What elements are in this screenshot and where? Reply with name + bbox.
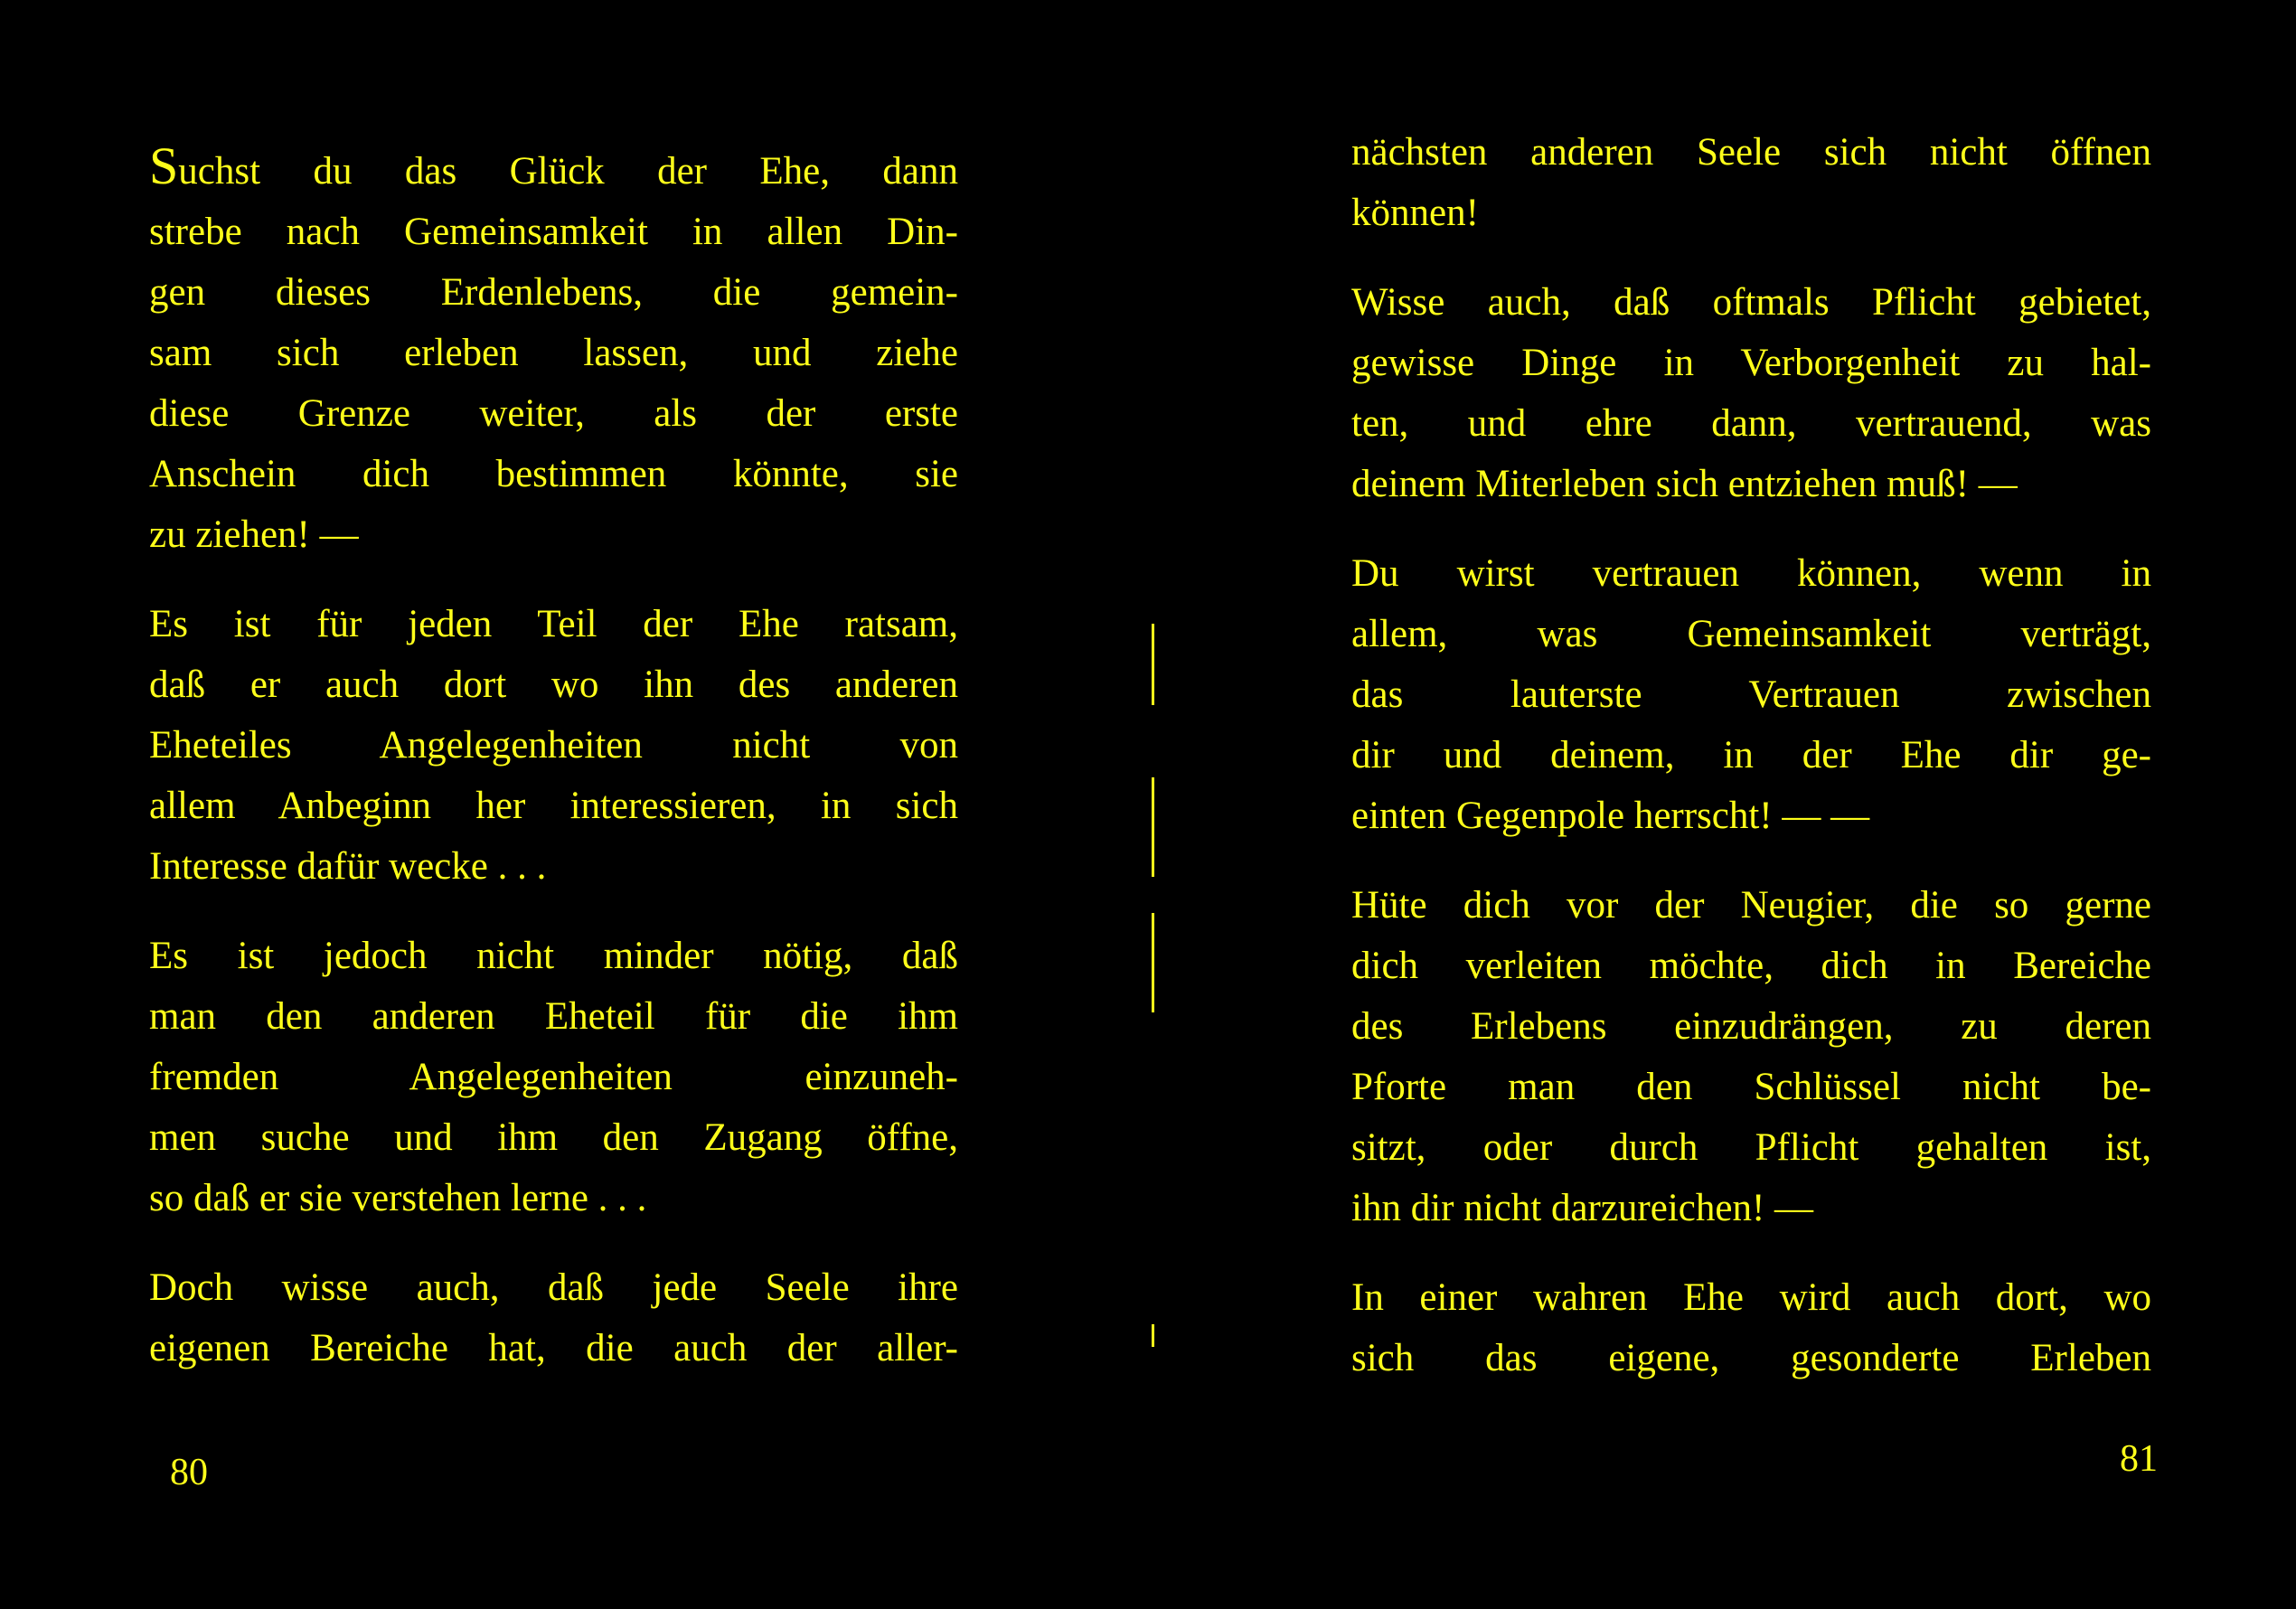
text-line: können! bbox=[1351, 192, 1479, 234]
paragraph bbox=[149, 926, 958, 1228]
text-line: Anschein dich bestimmen könnte, sie bbox=[149, 453, 958, 495]
text-line: sam sich erleben lassen, und ziehe bbox=[149, 332, 958, 374]
paragraph bbox=[149, 594, 958, 897]
page-number: 81 bbox=[2120, 1438, 2158, 1480]
text-line: Hüte dich vor der Neugier, die so gerne bbox=[1351, 884, 2151, 927]
text-line: nächsten anderen Seele sich nicht öffnen bbox=[1351, 131, 2151, 174]
drop-cap: S bbox=[149, 136, 179, 195]
text-line: Es ist jedoch nicht minder nötig, daß bbox=[149, 935, 958, 977]
paragraph bbox=[149, 1257, 958, 1378]
text-line: eigenen Bereiche hat, die auch der aller- bbox=[149, 1327, 958, 1369]
left-page-text bbox=[149, 136, 958, 1407]
text-line: sitzt, oder durch Pflicht gehalten ist, bbox=[1351, 1126, 2151, 1169]
text-line: fremden Angelegenheiten einzuneh- bbox=[149, 1056, 958, 1098]
text-line: man den anderen Eheteil für die ihm bbox=[149, 995, 958, 1038]
text-line: gewisse Dinge in Verborgenheit zu hal- bbox=[1351, 342, 2151, 384]
paragraph bbox=[1351, 875, 2151, 1238]
paragraph bbox=[1351, 1267, 2151, 1388]
paragraph bbox=[1351, 122, 2151, 243]
text-line: sich das eigene, gesonderte Erleben bbox=[1351, 1337, 2151, 1379]
text-line: dir und deinem, in der Ehe dir ge- bbox=[1351, 734, 2151, 776]
text-line: Wisse auch, daß oftmals Pflicht gebietet, bbox=[1351, 281, 2151, 324]
text-line: so daß er sie verstehen lerne . . . bbox=[149, 1177, 647, 1219]
text-line: zu ziehen! — bbox=[149, 513, 359, 556]
text-line: daß er auch dort wo ihn des anderen bbox=[149, 663, 958, 706]
paragraph bbox=[149, 136, 958, 565]
text-line: Es ist für jeden Teil der Ehe ratsam, bbox=[149, 603, 958, 645]
text-line: einten Gegenpole herrscht! — — bbox=[1351, 795, 1870, 837]
text-line: das lauterste Vertrauen zwischen bbox=[1351, 673, 2151, 716]
text-line: allem, was Gemeinsamkeit verträgt, bbox=[1351, 613, 2151, 655]
text-line: diese Grenze weiter, als der erste bbox=[149, 392, 958, 435]
text-line: Du wirst vertrauen können, wenn in bbox=[1351, 552, 2151, 595]
text-line: allem Anbeginn her interessieren, in sich bbox=[149, 785, 958, 827]
text-line: ihn dir nicht darzureichen! — bbox=[1351, 1187, 1814, 1229]
text-line: gen dieses Erdenlebens, die gemein- bbox=[149, 271, 958, 314]
text-line: des Erlebens einzudrängen, zu deren bbox=[1351, 1005, 2151, 1048]
text-line: In einer wahren Ehe wird auch dort, wo bbox=[1351, 1276, 2151, 1319]
text-line: strebe nach Gemeinsamkeit in allen Din- bbox=[149, 211, 958, 253]
paragraph bbox=[1351, 543, 2151, 846]
text-line: deinem Miterleben sich entziehen muß! — bbox=[1351, 463, 2018, 505]
text-line: Doch wisse auch, daß jede Seele ihre bbox=[149, 1266, 958, 1309]
text-line: men suche und ihm den Zugang öffne, bbox=[149, 1116, 958, 1159]
text-line: dich verleiten möchte, dich in Bereiche bbox=[1351, 945, 2151, 987]
text-line: Eheteiles Angelegenheiten nicht von bbox=[149, 724, 958, 767]
right-page bbox=[1148, 0, 2296, 1609]
paragraph bbox=[1351, 272, 2151, 514]
right-page-text bbox=[1351, 122, 2151, 1417]
text-line: Interesse dafür wecke . . . bbox=[149, 845, 547, 888]
text-line: Suchst du das Glück der Ehe, dann bbox=[149, 136, 958, 195]
text-line: Pforte man den Schlüssel nicht be- bbox=[1351, 1066, 2151, 1108]
text-line: ten, und ehre dann, vertrauend, was bbox=[1351, 402, 2151, 445]
page-number: 80 bbox=[170, 1452, 208, 1493]
